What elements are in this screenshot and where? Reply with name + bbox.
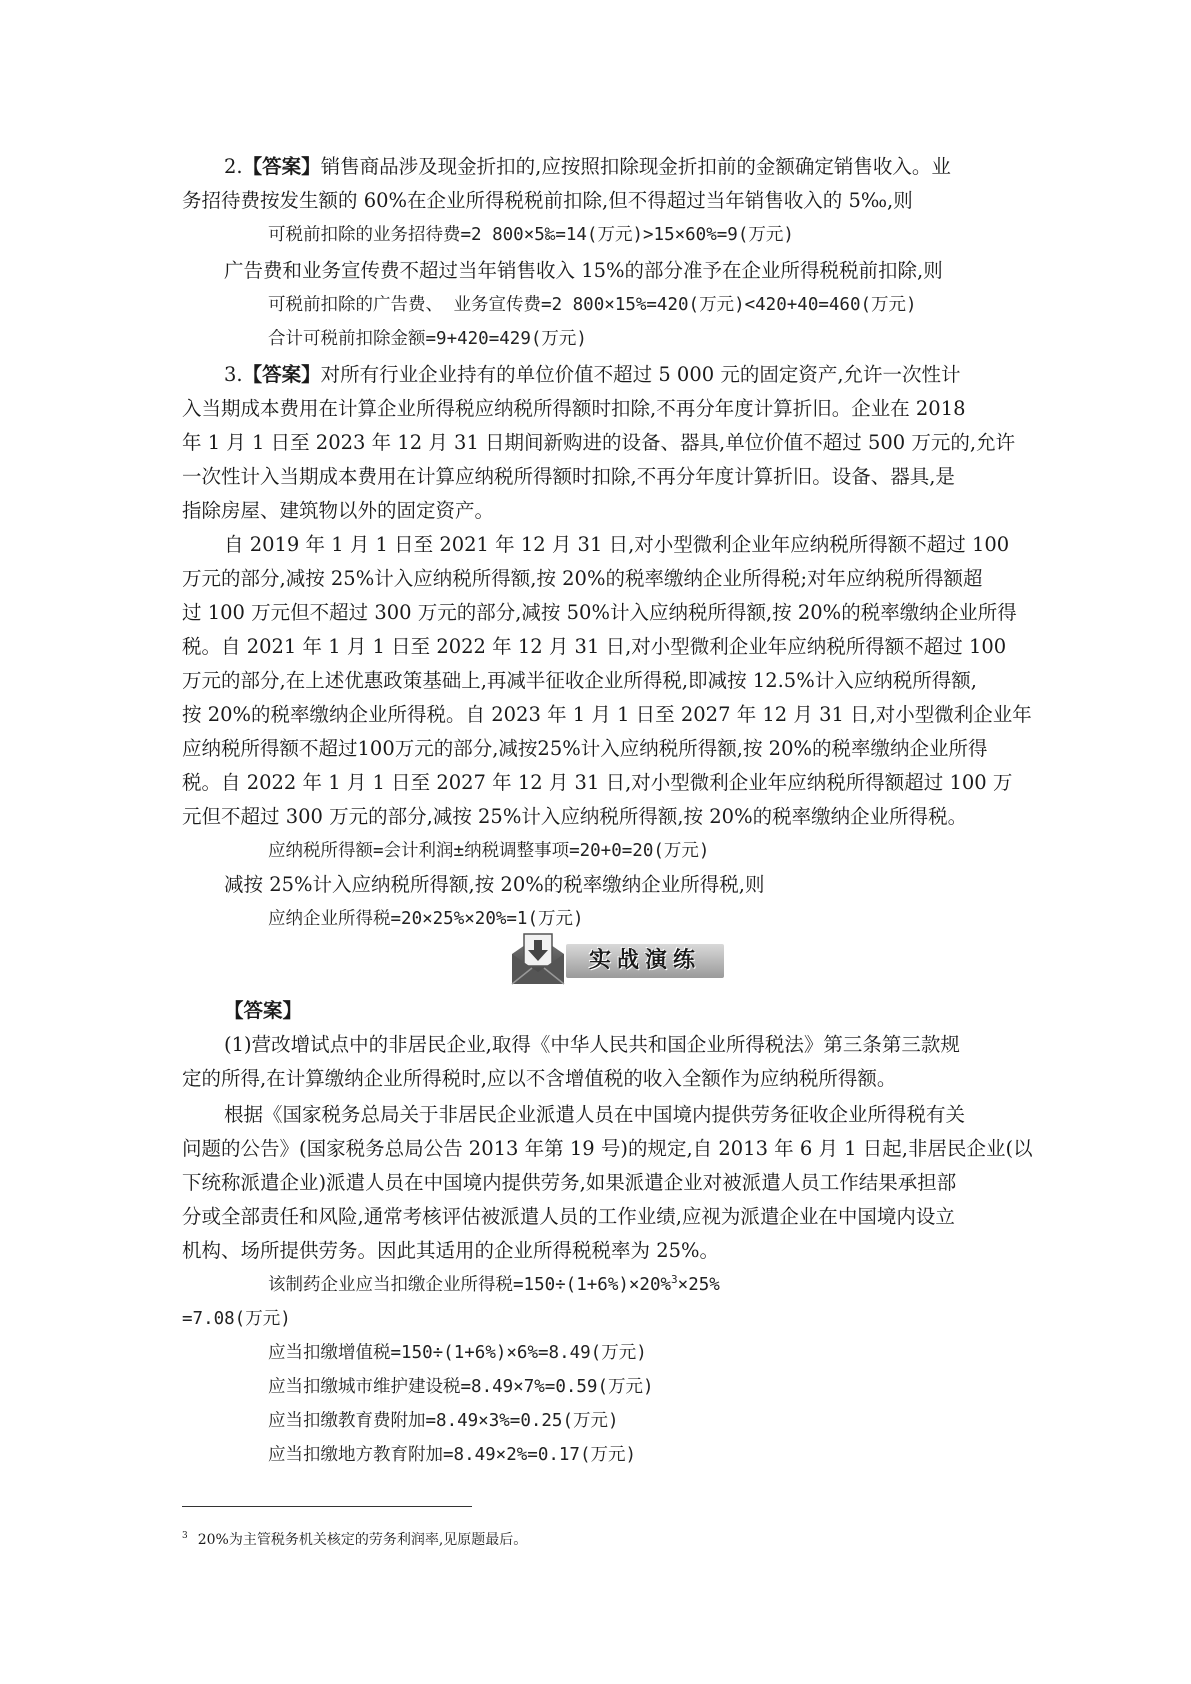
q3-line: 指除房屋、建筑物以外的固定资产。 — [182, 499, 495, 522]
q3-number: 3. — [224, 363, 243, 386]
q3-line: 万元的部分,在上述优惠政策基础上,再减半征收企业所得税,即减按 12.5%计入应纳税所得额, — [182, 669, 977, 692]
practice-line: 定的所得,在计算缴纳企业所得税时,应以不含增值税的收入全额作为应纳税所得额。 — [182, 1067, 897, 1090]
q2-line: 务招待费按发生额的 60%在企业所得税税前扣除,但不得超过当年销售收入的 5‰,则 — [182, 189, 913, 212]
footnote-reference: 3 — [671, 1273, 678, 1287]
practice-answer-tag — [224, 996, 302, 1026]
practice-section-title: 实战演练 — [588, 948, 701, 973]
formula-part: ×25% — [677, 1275, 720, 1295]
practice-line: 机构、场所提供劳务。因此其适用的企业所得税税率为 25%。 — [182, 1239, 720, 1262]
footnote-mark: 3 — [182, 1531, 188, 1542]
q3-line: 自 2019 年 1 月 1 日至 2021 年 12 月 31 日,对小型微利企业年应纳税所得额不超过 100 — [224, 533, 1010, 556]
q3-line: 元但不超过 300 万元的部分,减按 25%计入应纳税所得额,按 20%的税率缴纳企业所得税。 — [182, 805, 968, 828]
practice-formula: =7.08(万元) — [182, 1309, 291, 1329]
practice-line: (1)营改增试点中的非居民企业,取得《中华人民共和国企业所得税法》第三条第三款规 — [224, 1033, 960, 1056]
q3-formula: 应纳企业所得税=20×25%×20%=1(万元) — [268, 909, 584, 929]
q2-formula: 合计可税前扣除金额=9+420=429(万元) — [268, 329, 587, 349]
practice-section-label-bar — [566, 944, 724, 978]
q2-formula: 可税前扣除的广告费、 业务宣传费=2 800×15%=420(万元)<420+40=460(万元) — [268, 295, 917, 315]
q3-first-line — [224, 360, 961, 390]
q3-line: 税。自 2021 年 1 月 1 日至 2022 年 12 月 31 日,对小型微利企业年应纳税所得额不超过 100 — [182, 635, 1007, 658]
practice-line: 根据《国家税务总局关于非居民企业派遣人员在中国境内提供劳务征收企业所得税有关 — [224, 1103, 966, 1126]
practice-formula — [268, 1270, 720, 1300]
practice-formula: 应当扣缴城市维护建设税=8.49×7%=0.59(万元) — [268, 1377, 654, 1397]
footnote — [182, 1530, 527, 1550]
q3-formula: 应纳税所得额=会计利润±纳税调整事项=20+0=20(万元) — [268, 841, 710, 861]
practice-line: 问题的公告》(国家税务总局公告 2013 年第 19 号)的规定,自 2013 年 6 月 1 日起,非居民企业(以 — [182, 1137, 1033, 1160]
q3-line: 一次性计入当期成本费用在计算应纳税所得额时扣除,不再分年度计算折旧。设备、器具,是 — [182, 465, 955, 488]
envelope-download-icon — [508, 930, 568, 988]
answer-tag: 【答案】 — [242, 155, 321, 178]
practice-line: 下统称派遣企业)派遣人员在中国境内提供劳务,如果派遣企业对被派遣人员工作结果承担部 — [182, 1171, 957, 1194]
practice-line: 分或全部责任和风险,通常考核评估被派遣人员的工作业绩,应视为派遣企业在中国境内设立 — [182, 1205, 955, 1228]
answer-tag: 【答案】 — [224, 999, 303, 1022]
q3-line: 税。自 2022 年 1 月 1 日至 2027 年 12 月 31 日,对小型微利企业年应纳税所得额超过 100 万 — [182, 771, 1013, 794]
practice-section-banner — [508, 930, 726, 988]
practice-formula: 应当扣缴增值税=150÷(1+6%)×6%=8.49(万元) — [268, 1343, 647, 1363]
q3-line: 按 20%的税率缴纳企业所得税。自 2023 年 1 月 1 日至 2027 年 12 月 31 日,对小型微利企业年 — [182, 703, 1032, 726]
q3-line: 减按 25%计入应纳税所得额,按 20%的税率缴纳企业所得税,则 — [224, 873, 765, 896]
q2-line: 广告费和业务宣传费不超过当年销售收入 15%的部分准予在企业所得税税前扣除,则 — [224, 259, 943, 282]
q2-first-line — [224, 152, 951, 182]
practice-formula: 应当扣缴教育费附加=8.49×3%=0.25(万元) — [268, 1411, 619, 1431]
practice-formula: 应当扣缴地方教育附加=8.49×2%=0.17(万元) — [268, 1445, 637, 1465]
q2-number: 2. — [224, 155, 243, 178]
q3-text: 对所有行业企业持有的单位价值不超过 5 000 元的固定资产,允许一次性计 — [320, 363, 961, 386]
q2-formula: 可税前扣除的业务招待费=2 800×5‰=14(万元)>15×60%=9(万元) — [268, 225, 794, 245]
q3-line: 过 100 万元但不超过 300 万元的部分,减按 50%计入应纳税所得额,按 20%的税率缴纳企业所得 — [182, 601, 1017, 624]
q3-line: 万元的部分,减按 25%计入应纳税所得额,按 20%的税率缴纳企业所得税;对年应纳税所得额超 — [182, 567, 983, 590]
footnote-divider — [182, 1506, 472, 1507]
answer-tag: 【答案】 — [242, 363, 321, 386]
formula-part: 该制药企业应当扣缴企业所得税=150÷(1+6%)×20% — [268, 1275, 672, 1295]
q3-line: 应纳税所得额不超过100万元的部分,减按25%计入应纳税所得额,按 20%的税率缴纳企业所得 — [182, 737, 988, 760]
q3-line: 年 1 月 1 日至 2023 年 12 月 31 日期间新购进的设备、器具,单位价值不超过 500 万元的,允许 — [182, 431, 1016, 454]
q3-line: 入当期成本费用在计算企业所得税应纳税所得额时扣除,不再分年度计算折旧。企业在 2018 — [182, 397, 966, 420]
q2-text: 销售商品涉及现金折扣的,应按照扣除现金折扣前的金额确定销售收入。业 — [320, 155, 951, 178]
footnote-text: 20%为主管税务机关核定的劳务利润率,见原题最后。 — [197, 1532, 528, 1548]
